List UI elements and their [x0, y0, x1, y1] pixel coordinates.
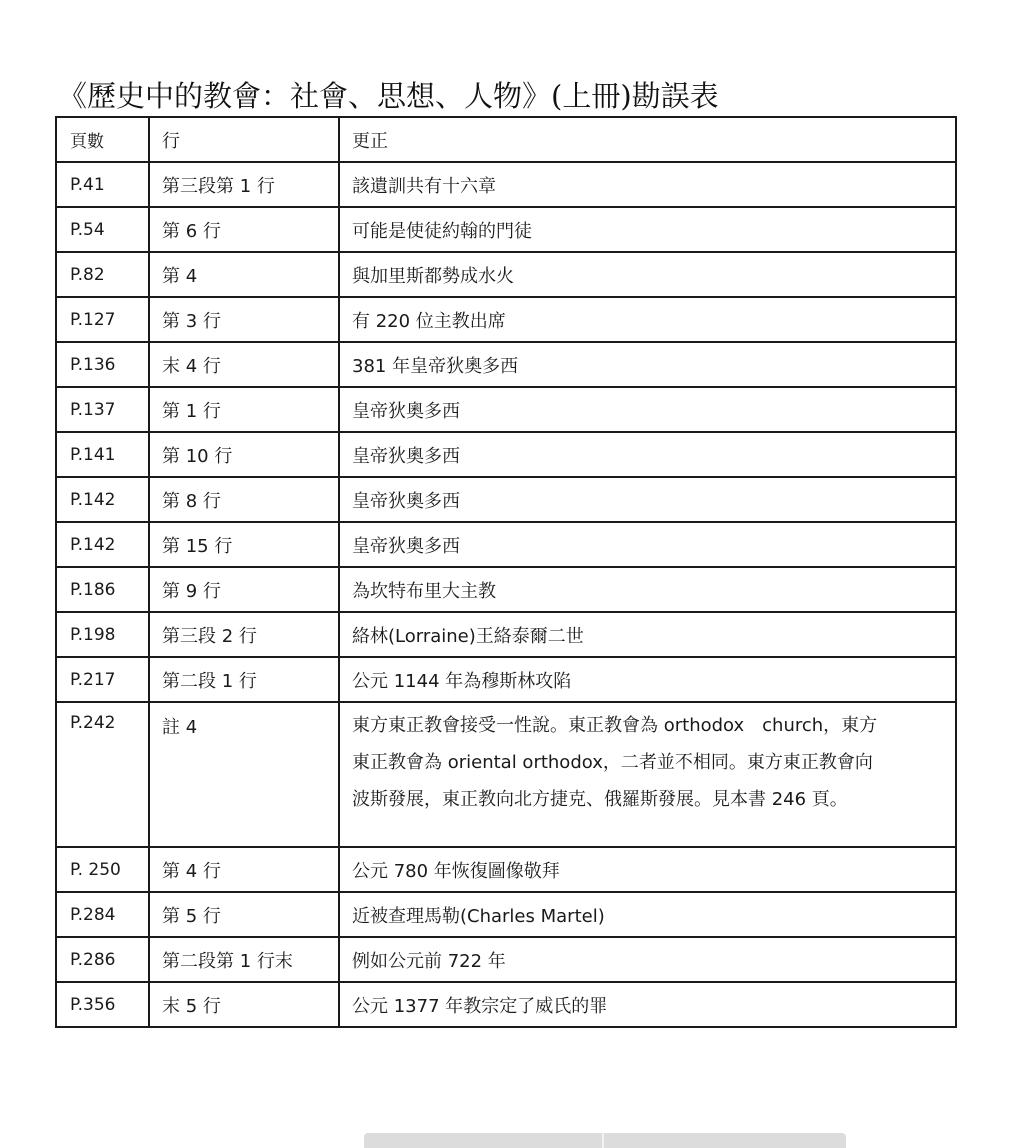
cell-page: P.198: [56, 612, 149, 657]
cell-line: 第三段 2 行: [149, 612, 339, 657]
cell-line: 第 3 行: [149, 297, 339, 342]
header-page: 頁數: [56, 117, 149, 162]
correction-line: 東方東正教會接受一性說。東正教會為 orthodox church，東方: [352, 715, 878, 736]
table-row: [56, 657, 956, 702]
cell-line: 第 4: [149, 252, 339, 297]
cell-correction: 可能是使徒約翰的門徒: [339, 207, 956, 252]
cell-page: P. 250: [56, 847, 149, 892]
cell-line: 第 5 行: [149, 892, 339, 937]
errata-table: [55, 116, 957, 1028]
cell-correction: [339, 702, 956, 847]
table-row: [56, 432, 956, 477]
cell-correction: 381 年皇帝狄奧多西: [339, 342, 956, 387]
cell-correction: 公元 1144 年為穆斯林攻陷: [339, 657, 956, 702]
cell-correction: 例如公元前 722 年: [339, 937, 956, 982]
table-row: [56, 252, 956, 297]
viewer-toolbar: [364, 1133, 846, 1148]
cell-page: P.127: [56, 297, 149, 342]
cell-page: P.356: [56, 982, 149, 1027]
table-row: [56, 612, 956, 657]
cell-page: P.284: [56, 892, 149, 937]
cell-line: 註 4: [149, 702, 339, 847]
cell-page: P.54: [56, 207, 149, 252]
cell-correction: 有 220 位主教出席: [339, 297, 956, 342]
cell-line: 第 10 行: [149, 432, 339, 477]
cell-correction: 該遺訓共有十六章: [339, 162, 956, 207]
table-row: [56, 387, 956, 432]
cell-page: P.186: [56, 567, 149, 612]
cell-line: 第三段第 1 行: [149, 162, 339, 207]
cell-page: P.136: [56, 342, 149, 387]
cell-line: 第 8 行: [149, 477, 339, 522]
table-row: [56, 937, 956, 982]
header-line: 行: [149, 117, 339, 162]
table-header-row: [56, 117, 956, 162]
cell-correction: 皇帝狄奧多西: [339, 432, 956, 477]
cell-page: P.82: [56, 252, 149, 297]
correction-line: 東正教會為 oriental orthodox，二者並不相同。東方東正教會向: [352, 752, 873, 773]
cell-line: 第 15 行: [149, 522, 339, 567]
cell-line: 第 9 行: [149, 567, 339, 612]
cell-line: 第 6 行: [149, 207, 339, 252]
table-row: [56, 892, 956, 937]
table-row: [56, 477, 956, 522]
table-row: [56, 847, 956, 892]
cell-page: P.41: [56, 162, 149, 207]
cell-line: 第二段 1 行: [149, 657, 339, 702]
cell-correction: 公元 1377 年教宗定了威氏的罪: [339, 982, 956, 1027]
document-title: 《歷史中的教會：社會、思想、人物》(上冊)勘誤表: [58, 79, 719, 113]
cell-page: P.142: [56, 477, 149, 522]
cell-page: P.142: [56, 522, 149, 567]
table-row: [56, 702, 956, 847]
cell-correction: 皇帝狄奧多西: [339, 387, 956, 432]
correction-line: 波斯發展，東正教向北方捷克、俄羅斯發展。見本書 246 頁。: [352, 789, 848, 810]
header-correction: 更正: [339, 117, 956, 162]
table-row: [56, 297, 956, 342]
cell-page: P.137: [56, 387, 149, 432]
cell-page: P.217: [56, 657, 149, 702]
table-row: [56, 567, 956, 612]
cell-line: 第 4 行: [149, 847, 339, 892]
table-row: [56, 342, 956, 387]
cell-correction: 皇帝狄奧多西: [339, 522, 956, 567]
table-row: [56, 207, 956, 252]
cell-correction: 為坎特布里大主教: [339, 567, 956, 612]
table-row: [56, 162, 956, 207]
cell-correction: 絡林(Lorraine)王絡泰爾二世: [339, 612, 956, 657]
cell-line: 第 1 行: [149, 387, 339, 432]
table-row: [56, 522, 956, 567]
cell-page: P.242: [56, 702, 149, 847]
cell-line: 末 5 行: [149, 982, 339, 1027]
cell-line: 末 4 行: [149, 342, 339, 387]
cell-line: 第二段第 1 行末: [149, 937, 339, 982]
cell-correction: 公元 780 年恢復圖像敬拜: [339, 847, 956, 892]
cell-page: P.141: [56, 432, 149, 477]
toolbar-divider: [602, 1133, 604, 1148]
table-row: [56, 982, 956, 1027]
cell-correction: 皇帝狄奧多西: [339, 477, 956, 522]
cell-page: P.286: [56, 937, 149, 982]
cell-correction: 近被查理馬勒(Charles Martel): [339, 892, 956, 937]
cell-correction: 與加里斯都勢成水火: [339, 252, 956, 297]
